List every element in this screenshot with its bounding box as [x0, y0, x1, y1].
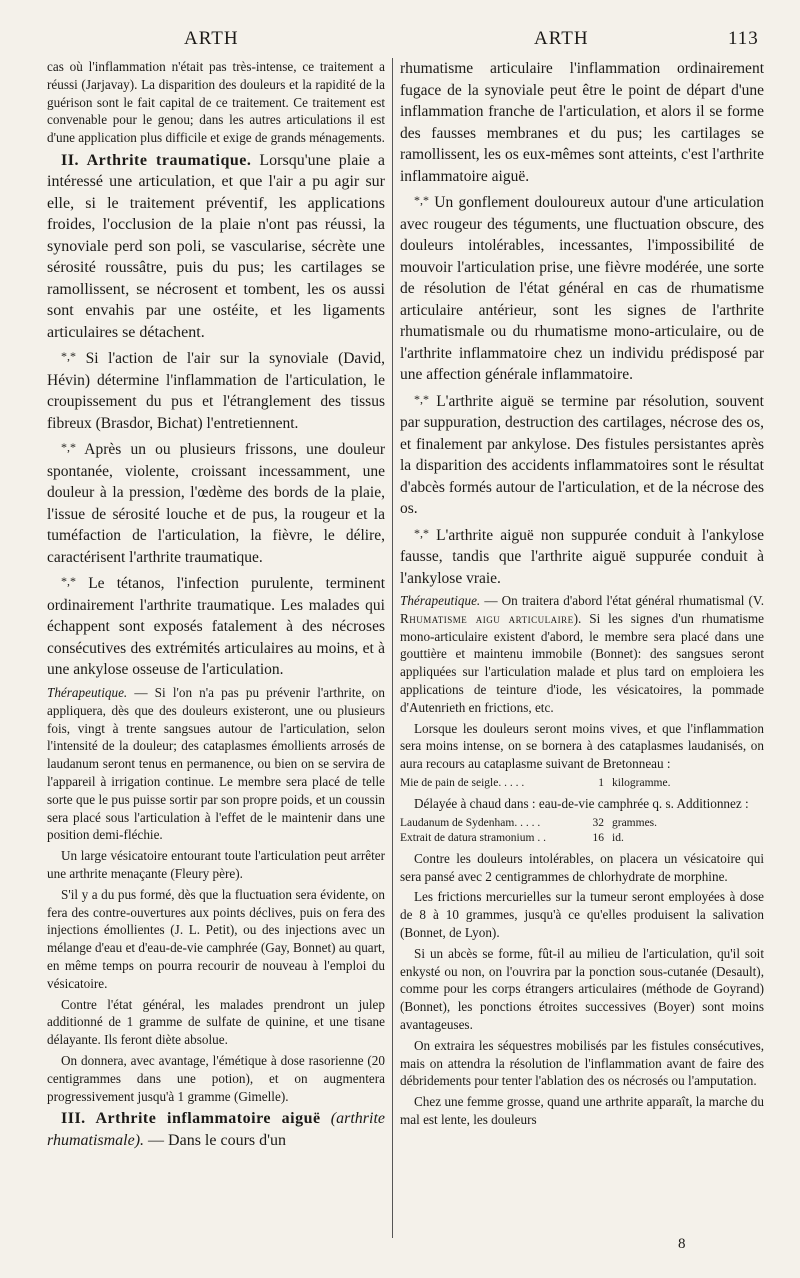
asterism-mark: *,*	[414, 525, 429, 540]
paragraph-contre-douleurs: Contre les douleurs intolérables, on placera un vésicatoire qui sera pansé avec 2 centigrammes de chlorhydrate de morphine.	[400, 850, 764, 884]
ingredient-quantity: 32	[592, 816, 604, 829]
section-heading: III. Arthrite inflammatoire aiguë	[61, 1110, 321, 1128]
paragraph-delayee: Délayée à chaud dans : eau-de-vie camphrée q. s. Additionnez :	[414, 795, 749, 811]
paragraph-therapeutique	[400, 592, 764, 717]
paragraph-text: L'arthrite aiguë se termine par résolution, souvent par suppuration, destruction des cartilages, nécrose des os, et finalement par ankylose. Des fistules persistantes après la disparition des accidents inflammatoires sont le résultat d'abcès formés autour de l'articulation, et de la nécrose des os.	[400, 392, 764, 517]
paragraph-asterism-2	[400, 389, 764, 520]
paragraph-text: Si l'action de l'air sur la synoviale (David, Hévin) détermine l'inflammation de l'articulation, le croupissement du pus et l'étranglement des tissus fibreux (Brasdor, Bichat) l'entretiennent.	[47, 350, 385, 432]
section-text: — Dans le cours d'un	[148, 1131, 287, 1149]
paragraph-text: — Si l'on n'a pas pu prévenir l'arthrite, on appliquera, dès que des douleurs existeront, une ou plusieurs fois, vingt à trente sangsues autour de l'articulation, selon l'intensité de la douleur; des cataplasmes émollients arrosés de laudanum seront tenus en permanence, ou bien on se servira de l'appareil à irrigation continue. Le membre sera placé de telle sorte que le pus puisse sortir par son propre poids, et un coussin sera placé sous l'articulation à l'effet de le maintenir dans une position demi-fléchie.	[47, 684, 385, 843]
paragraph-asterism-2	[47, 437, 385, 568]
cross-reference: Rhumatisme aigu articulaire	[400, 610, 574, 626]
column-divider	[392, 58, 393, 1238]
prescription-2	[400, 816, 764, 846]
ingredient-quantity: 16	[592, 831, 604, 844]
paragraph-asterism-1	[47, 346, 385, 434]
paragraph-douleurs: Lorsque les douleurs seront moins vives, et que l'inflammation sera moins intense, on se bornera à des cataplasmes laudanisés, on aura recours au cataplasme suivant de Bretonneau :	[400, 720, 764, 772]
asterism-mark: *,*	[414, 193, 429, 207]
asterism-mark: *,*	[61, 440, 76, 455]
section-subtitle: (arthrite rhumatismale).	[47, 1110, 385, 1149]
paragraph-continuation: rhumatisme articulaire l'inflammation ordinairement fugace de la synoviale peut être le point de départ d'une inflammation franche de l'articulation, et alors il se forme des fausses membranes et du pus; les cartilages se ramollissent, les os eux-mêmes sont atteints, c'est l'arthrite inflammatoire aiguë.	[400, 60, 764, 185]
header-right-word: ARTH	[534, 28, 589, 49]
paragraph-text: Le tétanos, l'infection purulente, terminent ordinairement l'arthrite traumatique. Les malades qui échappent sont exposés fatalement à des nécroses consécutives des extrémités articulaires au moins, et à une ankylose osseuse de l'articulation.	[47, 575, 385, 679]
paragraph-etat-general: Contre l'état général, les malades prendront un julep additionné de 1 gramme de sulfate de quinine, et une tisane délayante. Ils feront diète absolue.	[47, 996, 385, 1048]
ingredient-unit: grammes.	[612, 816, 658, 829]
ingredient-name: Mie de pain de seigle. . . . .	[400, 776, 525, 789]
paragraph-text: Un gonflement douloureux autour d'une articulation avec rougeur des téguments, une fluctuation obscure, des douleurs intolérables, incessantes, l'impossibilité de mouvoir l'articulation prise, une fièvre modérée, une sorte de résolution de l'état général en cas de rhumatisme articulaire antérieur, sont les signes de l'arthrite rhumatismale ou du rhumatisme mono-articulaire, ou de l'arthrite inflammatoire chez un individu prédisposé par une affection générale inflammatoire.	[400, 194, 764, 383]
paragraph-therapeutique	[47, 684, 385, 844]
ingredient-quantity: 1	[598, 776, 604, 789]
right-column	[400, 58, 764, 1258]
section-arthrite-traumatique	[47, 150, 385, 344]
signature-number: 8	[678, 1236, 686, 1252]
ingredient-unit: kilogramme.	[612, 776, 671, 789]
ingredient-name: Laudanum de Sydenham. . . . .	[400, 816, 541, 829]
prescription-row	[400, 816, 764, 831]
prescription-1	[400, 776, 764, 791]
ingredient-unit: id.	[612, 831, 624, 844]
paragraph-vesicatoire: Un large vésicatoire entourant toute l'articulation peut arrêter une arthrite menaçante (Fleury père).	[47, 848, 385, 881]
paragraph-pus: S'il y a du pus formé, dès que la fluctuation sera évidente, on fera des contre-ouvertures aux points déclives, puis on fera des injections émollientes (J. L. Petit), ou des injections avec un mélange d'eau et d'eau-de-vie camphrée (Gay, Bonnet) au quart, en même temps on pourra recourir de nouveau à l'emploi du vésicatoire.	[47, 886, 385, 991]
asterism-mark: *,*	[61, 349, 76, 364]
prescription-row	[400, 831, 764, 846]
prescription-row	[400, 776, 764, 791]
therapeutique-label: Thérapeutique.	[47, 684, 128, 700]
ingredient-name: Extrait de datura stramonium . .	[400, 831, 546, 844]
asterism-mark: *,*	[414, 391, 429, 406]
paragraph-text: — On traitera d'abord l'état général rhumatismal (V.	[484, 593, 764, 608]
paragraph-femme-grosse: Chez une femme grosse, quand une arthrite apparaît, la marche du mal est lente, les douleurs	[400, 1094, 764, 1127]
paragraph-text: Après un ou plusieurs frissons, une douleur spontanée, violente, croissant incessamment, une douleur à la pression, l'œdème des bords de la plaie, l'issue de sérosité louche et de pus, la rougeur et la tuméfaction de l'articulation, la fièvre, le délire, caractérisent l'arthrite traumatique.	[47, 441, 385, 566]
section-heading: II. Arthrite traumatique.	[61, 151, 252, 169]
section-arthrite-inflammatoire	[47, 1108, 385, 1151]
page-number: 113	[728, 28, 759, 49]
paragraph-asterism-3	[400, 523, 764, 590]
paragraph-text: L'arthrite aiguë non suppurée conduit à l'ankylose fausse, tandis que l'arthrite aiguë suppurée conduit à l'ankylose vraie.	[400, 526, 764, 587]
paragraph-abces: Si un abcès se forme, fût-il au milieu de l'articulation, qu'il soit enkysté ou non, on l'ouvrira par la ponction sous-cutanée (Desault), comme pour les corps étrangers articulaires (méthode de Goyrand) (Bonnet), les ponctions étroites successives (Boyer) sont moins avantageuses.	[400, 945, 764, 1032]
paragraph-frictions: Les frictions mercurielles sur la tumeur seront employées à dose de 8 à 10 grammes, jusqu'à ce qu'elles produisent la salivation (Bonnet, de Lyon).	[400, 889, 764, 940]
paragraph-emetique: On donnera, avec avantage, l'émétique à dose rasorienne (20 centigrammes dans une potion), et on augmentera progressivement jusqu'à 1 gramme (Gimelle).	[47, 1052, 385, 1104]
asterism-mark: *,*	[61, 574, 76, 589]
paragraph-asterism-3	[47, 571, 385, 681]
header-left-word: ARTH	[184, 28, 239, 49]
running-header	[0, 28, 800, 50]
left-column	[47, 58, 385, 1258]
therapeutique-label: Thérapeutique.	[400, 593, 481, 608]
paragraph-sequestres: On extraira les séquestres mobilisés par les fistules consécutives, mais on attendra la résolution de l'inflammation avant de faire des débridements pour tenter l'ablation des os nécrosés ou l'amputation.	[400, 1037, 764, 1089]
paragraph-asterism-1	[400, 190, 764, 386]
paragraph-text: ). Si les signes d'un rhumatisme mono-articulaire existent d'abord, le membre sera placé dans une gouttière et maintenu immobile (Bonnet): des sangsues seront appliquées sur l'articulation malade et plus tard on emploiera les applications de teinture d'iode, les vésicatoires, la pommade d'Autenrieth en frictions, etc.	[400, 610, 764, 715]
section-text: Lorsqu'une plaie a intéressé une articulation, et que l'air a pu agir sur elle, si le traitement préventif, les applications froides, l'occlusion de la plaie n'ont pas réussi, la synoviale perd son poli, se vascularise, sécrète une sérosité roussâtre, puis du pus; les cartilages se ramollissent, se nécrosent et tombent, les os aussi sont envahis par une ostéite, et les ligaments articulaires se détachent.	[47, 151, 385, 341]
paragraph-continuation: cas où l'inflammation n'était pas très-intense, ce traitement a réussi (Jarjavay). La disparition des douleurs et la rapidité de la guérison sont le fait capital de ce traitement. Ce traitement est convenable pour le genou; dans les autres articulations il est d'une application plus difficile et exige de grands ménagements.	[47, 59, 385, 146]
